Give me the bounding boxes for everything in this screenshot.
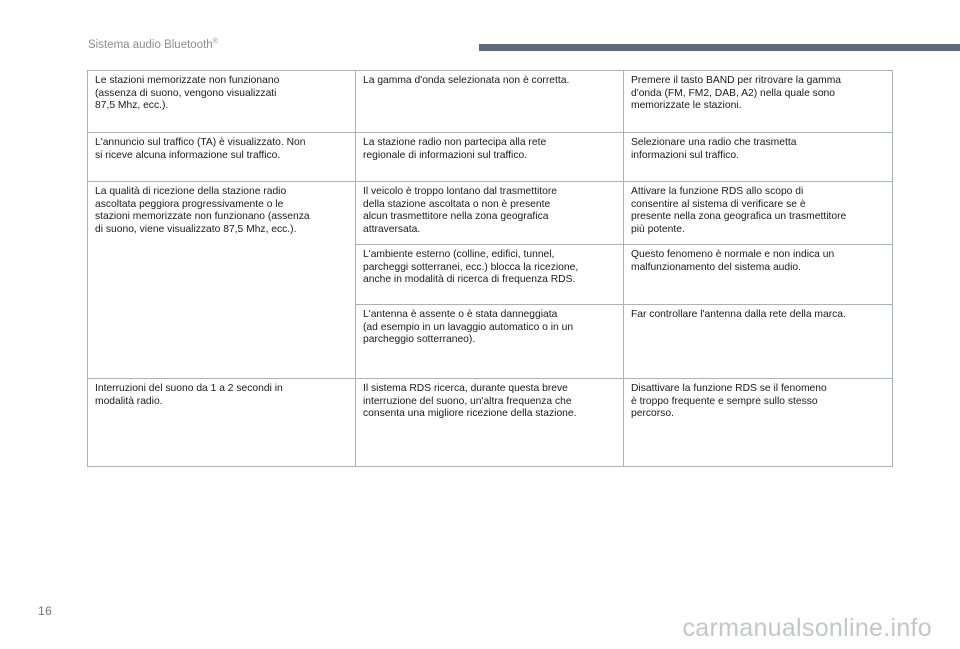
section-title-text: Sistema audio Bluetooth xyxy=(88,38,213,51)
table-row xyxy=(88,133,893,182)
solution-cell: Disattivare la funzione RDS se il fenomeno è troppo frequente e sempre sullo stesso percorso. xyxy=(624,379,893,467)
cause-cell: L'ambiente esterno (colline, edifici, tunnel, parcheggi sotterranei, ecc.) blocca la ricezione, anche in modalità di ricerca di frequenza RDS. xyxy=(356,245,624,305)
problem-cell: Le stazioni memorizzate non funzionano (assenza di suono, vengono visualizzati 87,5 Mhz, ecc.). xyxy=(88,71,356,133)
solution-cell: Questo fenomeno è normale e non indica un malfunzionamento del sistema audio. xyxy=(624,245,893,305)
header-accent-bar xyxy=(479,44,960,51)
table-row xyxy=(88,182,893,245)
problem-cell: L'annuncio sul traffico (TA) è visualizzato. Non si riceve alcuna informazione sul traffico. xyxy=(88,133,356,182)
cause-cell: Il sistema RDS ricerca, durante questa breve interruzione del suono, un'altra frequenza che consenta una migliore ricezione della stazione. xyxy=(356,379,624,467)
solution-cell: Selezionare una radio che trasmetta informazioni sul traffico. xyxy=(624,133,893,182)
registered-mark: ® xyxy=(212,38,218,45)
solution-cell: Premere il tasto BAND per ritrovare la gamma d'onda (FM, FM2, DAB, A2) nella quale sono memorizzate le stazioni. xyxy=(624,71,893,133)
problem-cell: Interruzioni del suono da 1 a 2 secondi in modalità radio. xyxy=(88,379,356,467)
troubleshooting-table xyxy=(87,70,893,467)
table-row xyxy=(88,379,893,467)
solution-cell: Attivare la funzione RDS allo scopo di consentire al sistema di verificare se è presente nella zona geografica un trasmettitore più potente. xyxy=(624,182,893,245)
watermark-text: carmanualsonline.info xyxy=(682,614,932,642)
cause-cell: La gamma d'onda selezionata non è corretta. xyxy=(356,71,624,133)
problem-cell: La qualità di ricezione della stazione radio ascoltata peggiora progressivamente o le stazioni memorizzate non funzionano (assenza di suono, viene visualizzato 87,5 Mhz, ecc.). xyxy=(88,182,356,379)
section-title xyxy=(88,38,218,51)
solution-cell: Far controllare l'antenna dalla rete della marca. xyxy=(624,305,893,379)
cause-cell: Il veicolo è troppo lontano dal trasmettitore della stazione ascoltata o non è presente alcun trasmettitore nella zona geografica attraversata. xyxy=(356,182,624,245)
cause-cell: La stazione radio non partecipa alla rete regionale di informazioni sul traffico. xyxy=(356,133,624,182)
cause-cell: L'antenna è assente o è stata danneggiata (ad esempio in un lavaggio automatico o in un parcheggio sotterraneo). xyxy=(356,305,624,379)
table-row xyxy=(88,71,893,133)
page-number: 16 xyxy=(38,604,53,618)
